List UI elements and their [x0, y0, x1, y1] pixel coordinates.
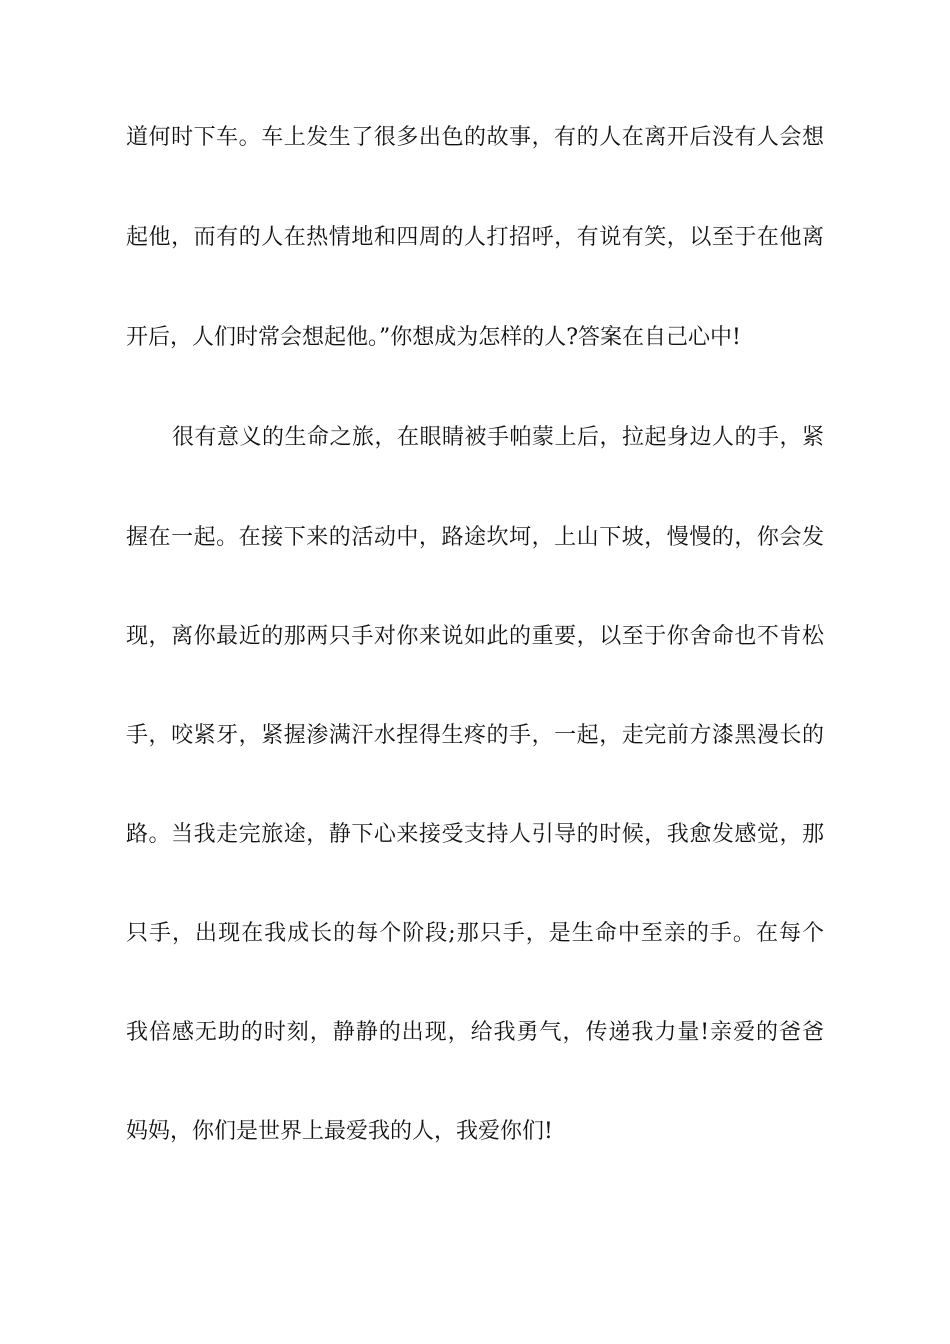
text-line: 只手，出现在我成长的每个阶段;那只手，是生命中至亲的手。在每个	[126, 921, 824, 946]
text-line: 妈妈，你们是世界上最爱我的人，我爱你们!	[126, 1119, 553, 1144]
text-line: 路。当我走完旅途，静下心来接受支持人引导的时候，我愈发感觉，那	[126, 822, 824, 847]
text-line: 起他，而有的人在热情地和四周的人打招呼，有说有笑，以至于在他离	[126, 225, 824, 250]
text-line: 道何时下车。车上发生了很多出色的故事，有的人在离开后没有人会想	[126, 125, 824, 150]
text-line: 握在一起。在接下来的活动中，路途坎坷，上山下坡，慢慢的，你会发	[126, 525, 824, 550]
text-line: 现，离你最近的那两只手对你来说如此的重要，以至于你舍命也不肯松	[126, 624, 824, 649]
text-line: 手，咬紧牙，紧握渗满汗水捏得生疼的手，一起，走完前方漆黑漫长的	[126, 723, 824, 748]
text-line: 很有意义的生命之旅，在眼睛被手帕蒙上后，拉起身边人的手，紧	[172, 425, 824, 450]
text-line: 我倍感无助的时刻，静静的出现，给我勇气，传递我力量!亲爱的爸爸	[126, 1020, 824, 1045]
text-line: 开后，人们时常会想起他。”你想成为怎样的人?答案在自己心中!	[126, 325, 741, 350]
